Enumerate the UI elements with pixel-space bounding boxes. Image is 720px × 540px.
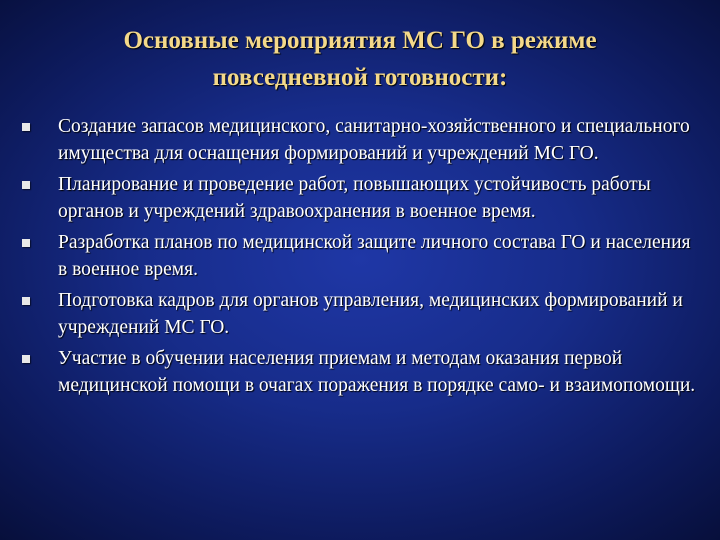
square-bullet-icon bbox=[22, 123, 30, 131]
bullet-text: Разработка планов по медицинской защите личного состава ГО и населения в военное время. bbox=[58, 232, 691, 280]
bullet-list bbox=[22, 113, 702, 403]
square-bullet-icon bbox=[22, 181, 30, 189]
bullet-text: Подготовка кадров для органов управления, медицинских формирований и учреждений МС ГО. bbox=[58, 290, 683, 338]
title-line-1: Основные мероприятия МС ГО в режиме bbox=[123, 27, 597, 54]
list-item bbox=[22, 287, 702, 341]
list-item bbox=[22, 229, 702, 283]
list-item bbox=[22, 171, 702, 225]
title-line-2: повседневной готовности: bbox=[212, 64, 508, 91]
slide-title bbox=[40, 22, 680, 96]
list-item bbox=[22, 345, 702, 399]
square-bullet-icon bbox=[22, 239, 30, 247]
square-bullet-icon bbox=[22, 297, 30, 305]
bullet-text: Участие в обучении населения приемам и методам оказания первой медицинской помощи в очагах поражения в порядке само- и взаимопомощи. bbox=[58, 348, 696, 396]
square-bullet-icon bbox=[22, 355, 30, 363]
list-item bbox=[22, 113, 702, 167]
bullet-text: Планирование и проведение работ, повышающих устойчивость работы органов и учреждений здравоохранения в военное время. bbox=[58, 174, 651, 222]
bullet-text: Создание запасов медицинского, санитарно-хозяйственного и специального имущества для оснащения формирований и учреждений МС ГО. bbox=[58, 116, 690, 164]
